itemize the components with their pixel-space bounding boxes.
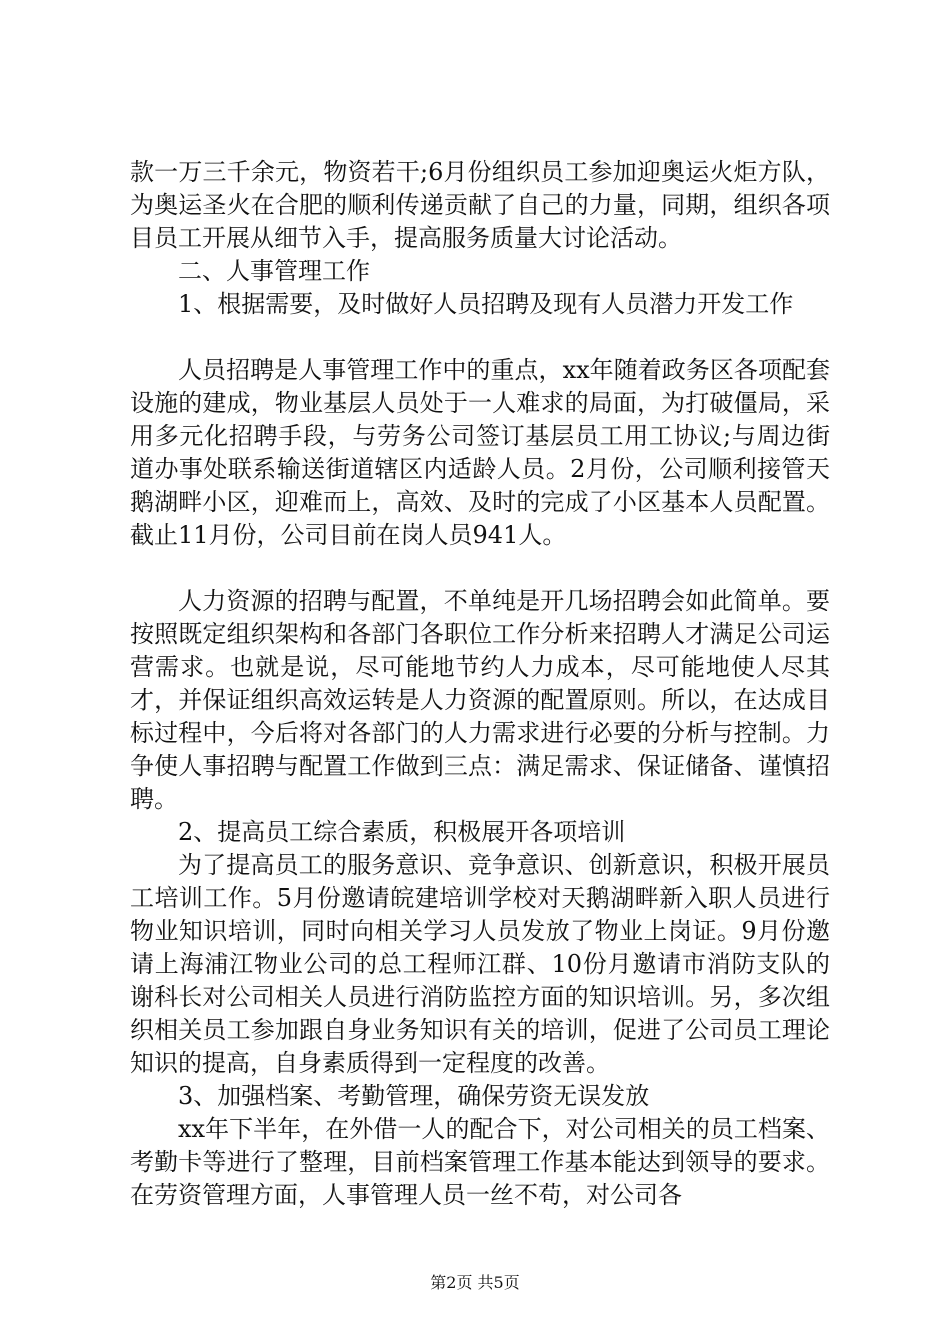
subheading-training: 2、提高员工综合素质，积极展开各项培训 xyxy=(178,818,626,846)
paragraph-spacer xyxy=(130,552,830,585)
document-body xyxy=(130,156,830,1212)
subheading-archives: 3、加强档案、考勤管理，确保劳资无误发放 xyxy=(178,1082,650,1110)
paragraph-hr-allocation: 人力资源的招聘与配置，不单纯是开几场招聘会如此简单。要按照既定组织架构和各部门各职位工作分析来招聘人才满足公司运营需求。也就是说，尽可能地节约人力成本，尽可能地使人尽其才，并保证组织高效运转是人力资源的配置原则。所以，在达成目标过程中，今后将对各部门的人力需求进行必要的分析与控制。力争使人事招聘与配置工作做到三点：满足需求、保证储备、谨慎招聘。 xyxy=(130,587,830,813)
section-heading-personnel: 二、人事管理工作 xyxy=(178,257,370,285)
paragraph-spacer xyxy=(130,321,830,354)
subheading-recruitment: 1、根据需要，及时做好人员招聘及现有人员潜力开发工作 xyxy=(178,290,794,318)
page-number: 第2页 共5页 xyxy=(430,1273,520,1292)
paragraph-1: 款一万三千余元，物资若干;6月份组织员工参加迎奥运火炬方队，为奥运圣火在合肥的顺利传递贡献了自己的力量，同期，组织各项目员工开展从细节入手，提高服务质量大讨论活动。 xyxy=(130,158,830,252)
page-footer xyxy=(0,1272,950,1294)
paragraph-recruitment: 人员招聘是人事管理工作中的重点，xx年随着政务区各项配套设施的建成，物业基层人员处于一人难求的局面，为打破僵局，采用多元化招聘手段，与劳务公司签订基层员工用工协议;与周边街道办事处联系输送街道辖区内适龄人员。2月份，公司顺利接管天鹅湖畔小区，迎难而上，高效、及时的完成了小区基本人员配置。截止11月份，公司目前在岗人员941人。 xyxy=(130,356,830,549)
paragraph-training: 为了提高员工的服务意识、竞争意识、创新意识，积极开展员工培训工作。5月份邀请皖建培训学校对天鹅湖畔新入职人员进行物业知识培训，同时向相关学习人员发放了物业上岗证。9月份邀请上海浦江物业公司的总工程师江群、10份月邀请市消防支队的谢科长对公司相关人员进行消防监控方面的知识培训。另，多次组织相关员工参加跟自身业务知识有关的培训，促进了公司员工理论知识的提高，自身素质得到一定程度的改善。 xyxy=(130,851,830,1077)
paragraph-archives: xx年下半年，在外借一人的配合下，对公司相关的员工档案、考勤卡等进行了整理，目前档案管理工作基本能达到领导的要求。在劳资管理方面，人事管理人员一丝不苟，对公司各 xyxy=(130,1115,830,1209)
